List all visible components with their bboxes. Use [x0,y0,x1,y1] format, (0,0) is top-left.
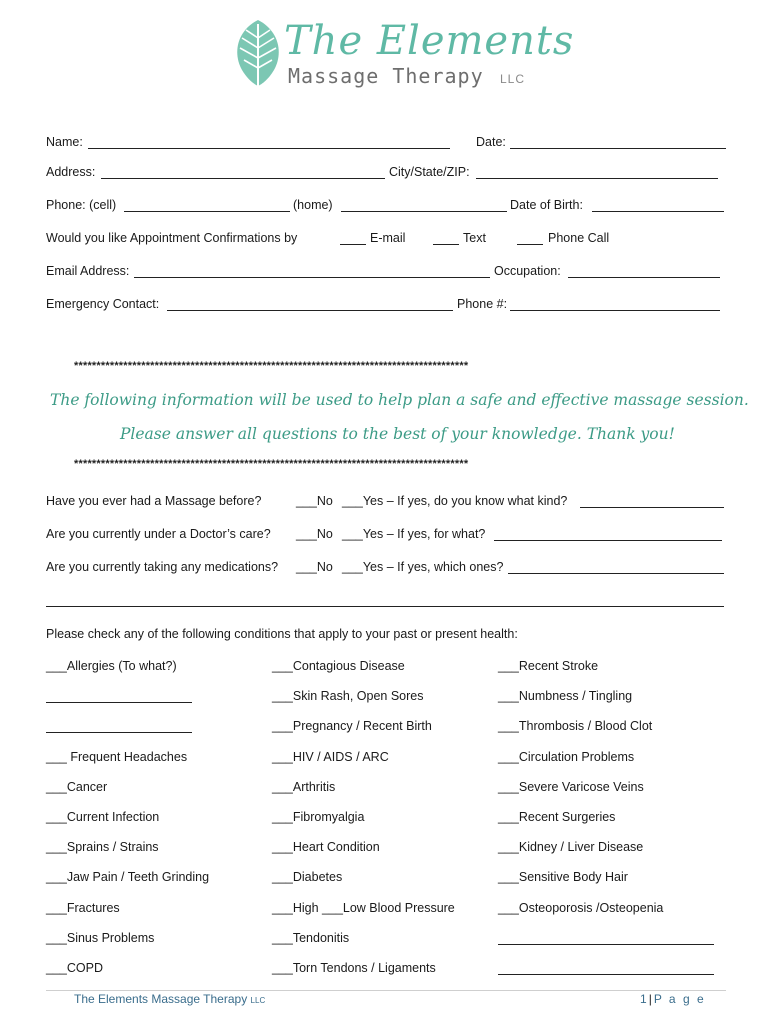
star-divider-bottom: **************************************************************************************** [74,458,469,470]
condition-item[interactable]: ___Sprains / Strains [46,840,159,855]
question-massage-field[interactable] [580,495,724,508]
intro-line-2: Please answer all questions to the best of your knowledge. Thank you! [120,425,675,443]
confirm-email-blank[interactable] [340,232,366,245]
email-label: Email Address: [46,264,130,278]
condition-item[interactable]: ___Torn Tendons / Ligaments [272,961,436,975]
logo-llc: LLC [500,72,526,86]
footer-llc: LLC [250,996,266,1005]
condition-blank-line[interactable] [498,932,714,945]
name-field[interactable] [88,136,450,149]
medications-extra-line[interactable] [46,594,724,607]
condition-item[interactable]: ___Tendonitis [272,930,350,945]
condition-item[interactable]: ___High ___Low Blood Pressure [272,900,455,915]
condition-item[interactable]: ___Cancer [46,779,108,794]
condition-blank-line[interactable] [498,962,714,975]
confirm-phone-blank[interactable] [517,232,543,245]
occupation-field[interactable] [568,265,720,278]
phone-home-label: (home) [293,198,333,212]
condition-item[interactable]: ___ Frequent Headaches [46,749,188,764]
condition-item[interactable]: ___Heart Condition [272,840,380,855]
condition-item[interactable]: ___Jaw Pain / Teeth Grinding [46,870,210,885]
footer-left [74,992,265,1006]
star-divider-top: **************************************************************************************** [74,360,469,372]
logo-subtitle: Massage Therapy [288,64,484,88]
city-state-zip-field[interactable] [476,166,718,179]
question-medications-no[interactable]: ___No [296,560,333,574]
condition-item[interactable]: ___Osteoporosis /Osteopenia [498,900,664,915]
confirm-email-label: E-mail [370,231,406,245]
phone-home-field[interactable] [341,199,507,212]
city-state-zip-label: City/State/ZIP: [389,165,470,179]
question-medications-yes[interactable]: ___Yes – If yes, which ones? [342,560,504,574]
footer-page: 1|P a g e [640,992,706,1006]
confirm-text-label: Text [463,231,486,245]
address-label: Address: [46,165,96,179]
name-label: Name: [46,135,83,149]
emergency-contact-field[interactable] [167,298,453,311]
condition-item[interactable]: ___Thrombosis / Blood Clot [498,719,653,734]
condition-item[interactable]: ___Fibromyalgia [272,810,365,824]
date-label: Date: [476,135,506,149]
condition-item[interactable]: ___COPD [46,961,103,975]
condition-item[interactable]: ___Current Infection [46,810,160,824]
condition-item[interactable]: ___Arthritis [272,779,336,794]
condition-blank-line[interactable] [46,690,192,703]
conditions-intro: Please check any of the following conditions that apply to your past or present health: [46,627,518,641]
emergency-contact-label: Emergency Contact: [46,297,160,311]
leaf-icon [230,16,286,94]
question-massage-yes[interactable]: ___Yes – If yes, do you know what kind? [342,494,568,508]
condition-item[interactable]: ___HIV / AIDS / ARC [272,749,389,764]
confirmation-question: Would you like Appointment Confirmations by [46,231,298,245]
condition-item[interactable]: ___Recent Surgeries [498,810,616,824]
question-doctor-yes[interactable]: ___Yes – If yes, for what? [342,527,486,541]
logo-title: The Elements [284,18,575,64]
condition-item[interactable]: ___Fractures [46,900,120,915]
footer-page-word: P a g e [653,992,706,1006]
condition-item[interactable]: ___Numbness / Tingling [498,689,633,704]
condition-item[interactable]: ___Diabetes [272,870,343,885]
confirm-text-blank[interactable] [433,232,459,245]
condition-item[interactable]: ___Skin Rash, Open Sores [272,689,424,704]
condition-item[interactable]: ___Sensitive Body Hair [498,870,628,885]
question-medications: Are you currently taking any medications? [46,560,279,574]
address-field[interactable] [101,166,385,179]
condition-item[interactable]: ___Severe Varicose Veins [498,779,644,794]
footer-rule [46,990,726,991]
occupation-label: Occupation: [494,264,561,278]
condition-item[interactable]: ___Allergies (To what?) [46,659,177,673]
condition-item[interactable]: ___Circulation Problems [498,749,635,764]
condition-item[interactable]: ___Pregnancy / Recent Birth [272,719,432,734]
footer-page-number: 1 [640,992,649,1006]
emergency-phone-label: Phone #: [457,297,508,311]
question-massage-no[interactable]: ___No [296,494,333,508]
footer-company: The Elements Massage Therapy [74,992,248,1006]
question-medications-field[interactable] [508,561,724,574]
condition-item[interactable]: ___Kidney / Liver Disease [498,840,644,855]
condition-blank-line[interactable] [46,720,192,733]
logo [228,14,575,96]
condition-item[interactable]: ___Contagious Disease [272,659,405,673]
condition-item[interactable]: ___Sinus Problems [46,930,155,945]
question-doctor: Are you currently under a Doctor’s care? [46,527,271,541]
date-field[interactable] [510,136,726,149]
email-field[interactable] [134,265,490,278]
phone-cell-field[interactable] [124,199,290,212]
phone-cell-label: Phone: (cell) [46,198,117,212]
condition-item[interactable]: ___Recent Stroke [498,659,599,673]
dob-field[interactable] [592,199,724,212]
confirm-phone-label: Phone Call [548,231,610,245]
question-doctor-field[interactable] [494,528,722,541]
dob-label: Date of Birth: [510,198,583,212]
intro-line-1: The following information will be used to help plan a safe and effective massage session. [50,391,749,409]
emergency-phone-field[interactable] [510,298,720,311]
question-massage: Have you ever had a Massage before? [46,494,262,508]
question-doctor-no[interactable]: ___No [296,527,333,541]
